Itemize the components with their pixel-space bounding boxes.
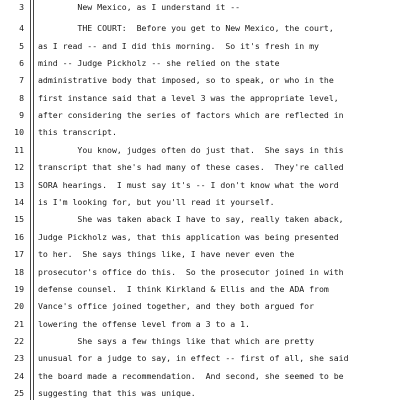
line-text: to her. She says things like, I have never even the (38, 249, 295, 259)
line-text: lowering the offense level from a 3 to a 1. (38, 319, 250, 329)
line-text: SORA hearings. I must say it's -- I don't know what the word (38, 180, 339, 190)
line-text: defense counsel. I think Kirkland & Ellis and the ADA from (38, 284, 329, 294)
line-text: administrative body that imposed, so to speak, or who in the (38, 75, 334, 85)
line-number: 16 (14, 232, 24, 242)
line-text: after considering the series of factors which are reflected in (38, 110, 344, 120)
line-text: the board made a recommendation. And second, she seemed to be (38, 371, 344, 381)
line-text: New Mexico, as I understand it -- (38, 2, 241, 12)
line-number: 24 (14, 371, 24, 381)
line-text: Judge Pickholz was, that this application was being presented (38, 232, 339, 242)
line-text: unusual for a judge to say, in effect -- first of all, she said (38, 353, 349, 363)
line-number: 13 (14, 180, 24, 190)
line-number: 3 (19, 2, 24, 12)
line-text: mind -- Judge Pickholz -- she relied on the state (38, 58, 280, 68)
line-number: 8 (19, 93, 24, 103)
line-number: 22 (14, 336, 24, 346)
line-number: 18 (14, 267, 24, 277)
line-text: She was taken aback I have to say, really taken aback, (38, 214, 344, 224)
line-number: 14 (14, 197, 24, 207)
line-number: 23 (14, 353, 24, 363)
line-number: 4 (19, 23, 24, 33)
line-text: is I'm looking for, but you'll read it yourself. (38, 197, 275, 207)
line-text: Vance's office joined together, and they both argued for (38, 301, 315, 311)
line-number: 10 (14, 127, 24, 137)
line-number: 19 (14, 284, 24, 294)
transcript-line (0, 0, 400, 18)
line-number: 20 (14, 301, 24, 311)
line-text: She says a few things like that which are pretty (38, 336, 315, 346)
line-text: THE COURT: Before you get to New Mexico, the court, (38, 23, 334, 33)
line-text: transcript that she's had many of these cases. They're called (38, 162, 344, 172)
line-text: suggesting that this was unique. (38, 388, 196, 398)
line-number: 15 (14, 214, 24, 224)
line-number: 25 (14, 388, 24, 398)
line-number: 21 (14, 319, 24, 329)
line-number: 7 (19, 75, 24, 85)
line-number: 11 (14, 145, 24, 155)
line-text: You know, judges often do just that. She says in this (38, 145, 344, 155)
line-number: 17 (14, 249, 24, 259)
line-text: this transcript. (38, 127, 117, 137)
line-text: first instance said that a level 3 was the appropriate level, (38, 93, 339, 103)
line-number: 12 (14, 162, 24, 172)
transcript-line (0, 379, 400, 400)
line-number: 6 (19, 58, 24, 68)
line-number: 5 (19, 41, 24, 51)
line-number: 9 (19, 110, 24, 120)
line-text: prosecutor's office do this. So the prosecutor joined in with (38, 267, 344, 277)
line-text: as I read -- and I did this morning. So it's fresh in my (38, 41, 319, 51)
